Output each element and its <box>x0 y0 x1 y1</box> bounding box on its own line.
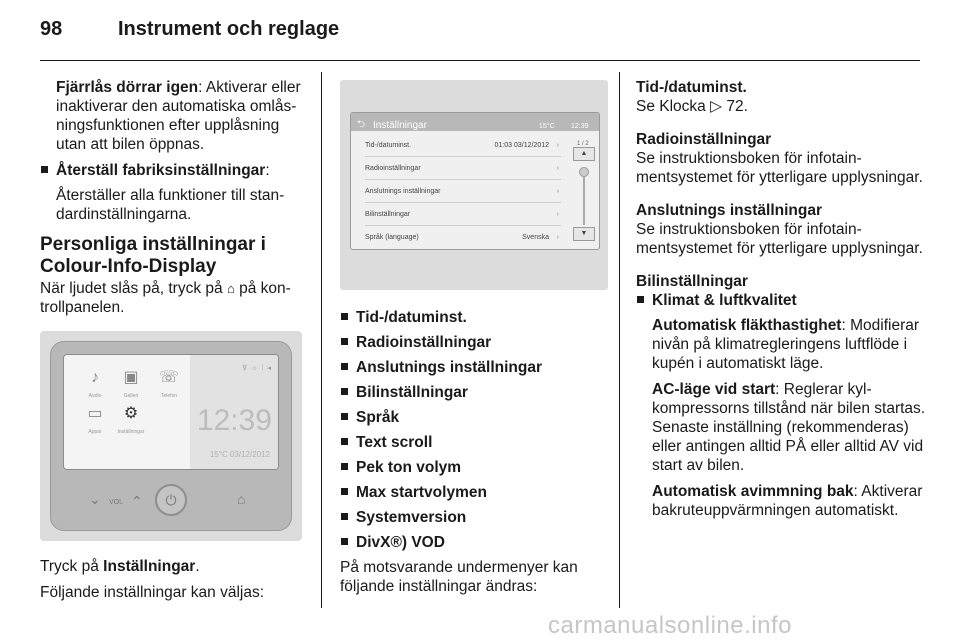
settings-temp: 15°C <box>539 123 555 130</box>
gear-icon: ⚙ <box>123 405 139 422</box>
scroll-thumb <box>579 167 589 177</box>
app-gallery: ▣ Galleri <box>114 369 148 406</box>
vol-label: VOL <box>109 499 124 506</box>
menu-item-time-date: Tid-/datuminst. <box>340 308 608 327</box>
app-audio: ♪ Audio <box>78 369 112 406</box>
menu-item-vehicle: Bilinställningar <box>340 383 608 402</box>
climate-bullet: Klimat & luftkvalitet <box>636 291 926 310</box>
settings-time: 12:39 <box>571 123 589 130</box>
app-apps: ▭ Appar <box>78 405 112 442</box>
auto-defog-paragraph: Automatisk avimmning bak: Aktiverar bakruteuppvärmningen automatiskt. <box>652 483 923 519</box>
chevron-right-icon: › <box>556 165 559 172</box>
chevron-up-icon: ⌃ <box>131 493 143 509</box>
factory-reset-bullet: Återställ fabriksinställningar: <box>40 161 304 180</box>
apps-icon: ▭ <box>87 405 103 422</box>
head-unit-bezel <box>50 341 292 531</box>
page-number: 98 <box>40 18 63 40</box>
menu-item-max-start-volume: Max startvolymen <box>340 483 608 502</box>
menu-item-touch-tone: Pek ton volym <box>340 458 608 477</box>
connection-section: Anslutnings inställningar Se instruktionsboken för infotainmentsystemet för ytterligare upplysningar. <box>636 202 923 257</box>
status-icons: ⊽ ☼ ⁞ ◂ <box>242 365 272 372</box>
house-gear-icon: ⌂ <box>226 281 235 296</box>
chevron-right-icon: › <box>556 234 559 241</box>
head-unit-screen <box>63 354 279 470</box>
settings-row-time-date: Tid-/datuminst. 01:03 03/12/2012 › <box>365 135 561 157</box>
page-ref-arrow-icon: ▷ <box>710 98 723 115</box>
settings-screen <box>350 112 600 250</box>
chevron-right-icon: › <box>556 188 559 195</box>
menu-item-divx: DivX®) VOD <box>340 533 608 552</box>
menu-item-radio: Radioinställningar <box>340 333 608 352</box>
app-settings: ⚙ Inställningar <box>114 405 148 442</box>
tap-settings-line: Tryck på Inställningar. <box>40 558 200 575</box>
intro-paragraph: När ljudet slås på, tryck på ⌂ på kontrollpanelen. <box>40 280 291 316</box>
radio-section: Radioinställningar Se instruktionsboken för infotainmentsystemet för ytterligare upplysningar. <box>636 131 923 186</box>
screen-clock: 12:39 <box>196 404 272 437</box>
menu-item-text-scroll: Text scroll <box>340 433 608 452</box>
chevron-right-icon: › <box>556 142 559 149</box>
settings-row-language: Språk (language) Svenska › <box>365 227 561 249</box>
vehicle-section-title: Bilinställningar <box>636 273 748 290</box>
phone-icon: ☏ <box>158 369 179 386</box>
scroll-track <box>583 169 585 225</box>
settings-row-connection: Anslutnings inställningar › <box>365 181 561 203</box>
app-phone: ☏ Telefon <box>152 369 186 406</box>
menu-item-language: Språk <box>340 408 608 427</box>
time-date-section: Tid-/datuminst. Se Klocka ▷ 72. <box>636 79 748 115</box>
chapter-title: Instrument och reglage <box>118 18 340 40</box>
menu-item-connection: Anslutnings inställningar <box>340 358 608 377</box>
auto-fan-paragraph: Automatisk fläkthastighet: Modifierar nivån på klimatregleringens luftflöde i kupén i automatiskt läge. <box>652 317 920 372</box>
settings-row-vehicle: Bilinställningar › <box>365 204 561 226</box>
settings-page-indicator: 1 / 2 <box>577 141 589 147</box>
screen-date: 15°C 03/12/2012 <box>209 450 270 459</box>
settings-titlebar <box>351 113 600 131</box>
watermark: carmanualsonline.info <box>548 612 792 639</box>
ac-start-paragraph: AC-läge vid start: Reglerar kylkompressorns tillstånd när bilen startas. Senaste inställning (rekommenderas) eller antingen alltid PÅ eller alltid AV vid start av bilen. <box>652 381 926 474</box>
scroll-down-icon: ▼ <box>573 227 595 241</box>
settings-row-radio: Radioinställningar › <box>365 158 561 180</box>
page-header <box>40 18 920 58</box>
column-1 <box>40 78 304 609</box>
home-icon: ⌂ <box>237 491 246 507</box>
chevron-down-icon: ⌄ <box>89 491 101 507</box>
scroll-up-icon: ▲ <box>573 147 595 161</box>
section-title: Personliga inställningar i Colour-Info-Display <box>40 234 266 277</box>
remote-relock-paragraph: Fjärrlås dörrar igen: Aktiverar eller inaktiverar den automatiska omlåsningsfunktionen efter upplåsning utan att bilen öppnas. <box>56 79 301 153</box>
menu-item-system-version: Systemversion <box>340 508 608 527</box>
back-arrow-icon: ⮌ <box>357 119 366 130</box>
gallery-icon: ▣ <box>123 369 139 386</box>
control-panel <box>59 482 285 522</box>
header-rule <box>40 60 920 61</box>
power-knob-icon: ⏻ <box>155 484 187 516</box>
column-divider-right <box>619 72 620 608</box>
settings-screen-illustration <box>340 80 608 290</box>
following-settings-line: Följande inställningar kan väljas: <box>40 584 265 601</box>
column-2 <box>340 78 608 603</box>
column-divider-left <box>321 72 322 608</box>
music-note-icon: ♪ <box>91 369 99 386</box>
head-unit-illustration <box>40 331 302 541</box>
column-3 <box>636 78 926 527</box>
chevron-right-icon: › <box>556 211 559 218</box>
submenu-paragraph: På motsvarande undermenyer kan följande inställningar ändras: <box>340 559 578 595</box>
factory-reset-description: Återställer alla funktioner till standardinställningarna. <box>56 187 285 223</box>
settings-title: Inställningar <box>373 120 427 131</box>
